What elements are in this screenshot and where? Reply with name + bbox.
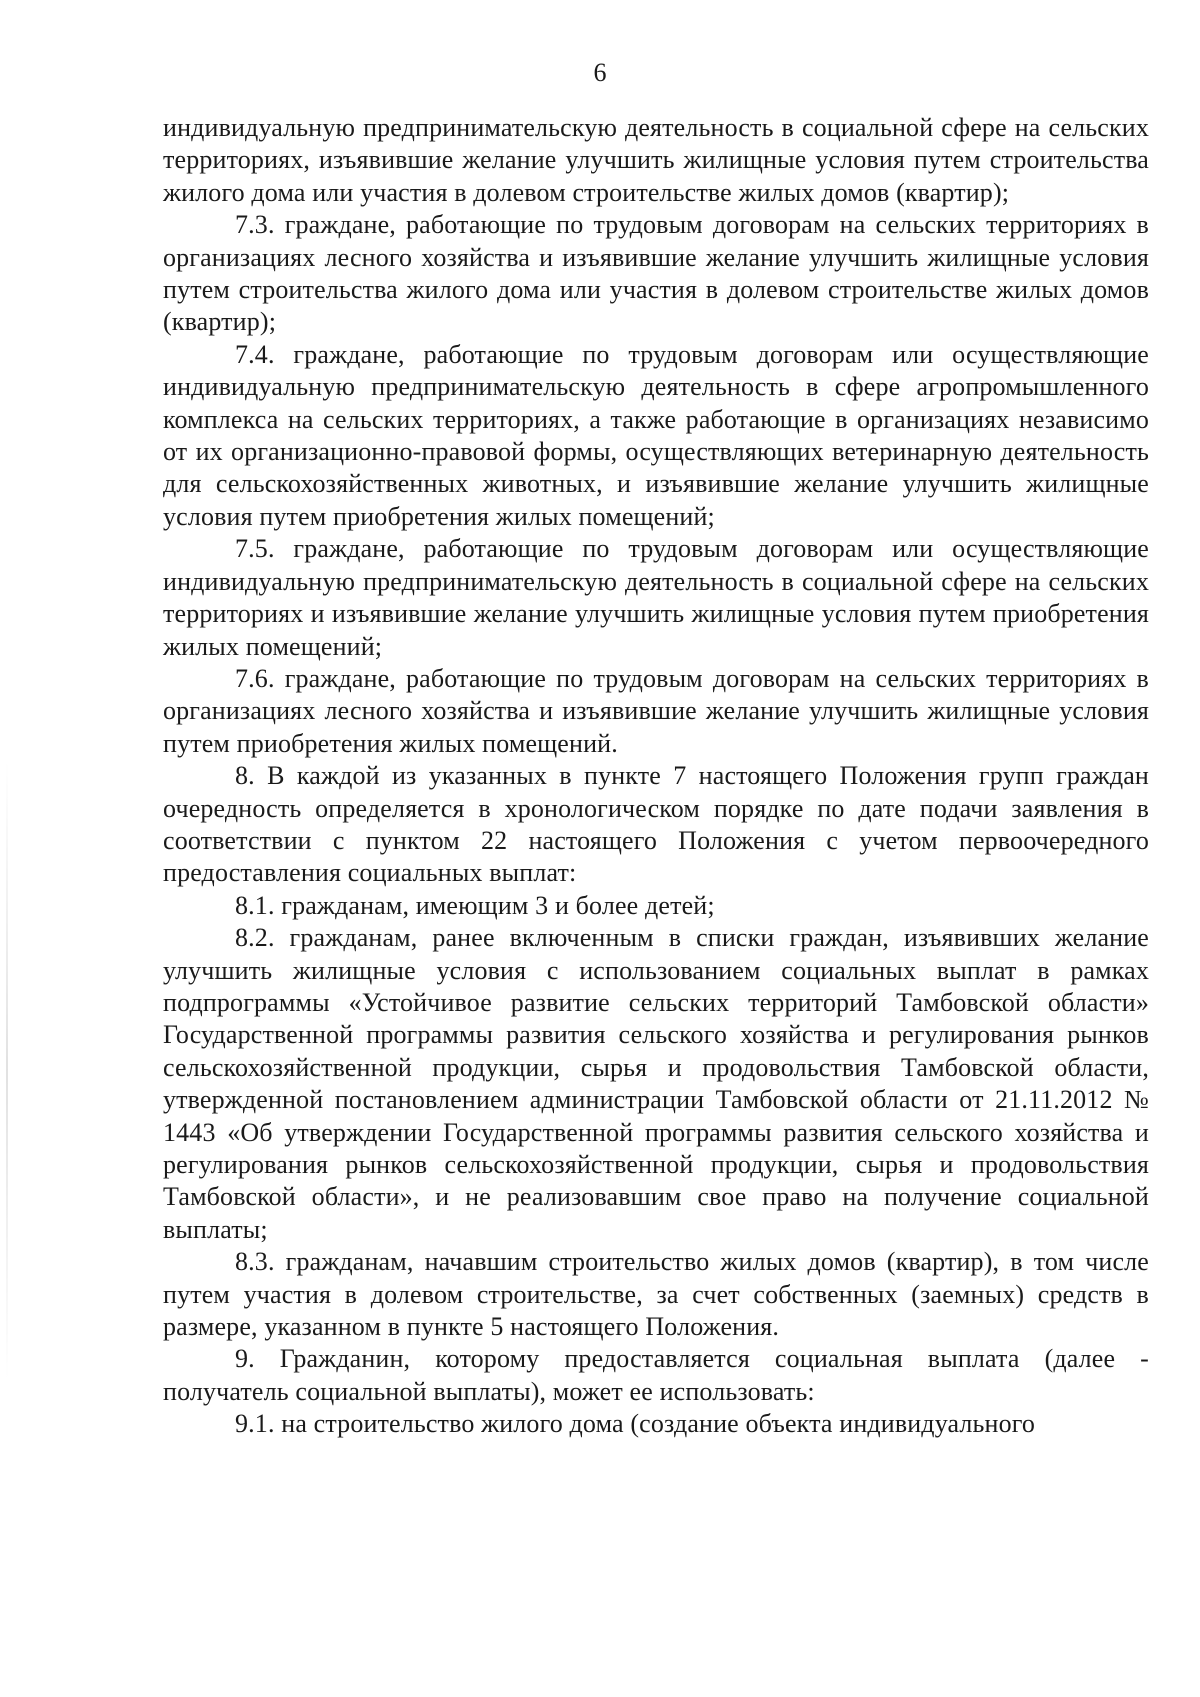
paragraph-8-1: 8.1. гражданам, имеющим 3 и более детей; [235,890,715,920]
paragraph-continuation: индивидуальную предпринимательскую деятельность в социальной сфере на сельских территориях, изъявившие желание улучшить жилищные условия путем строительства жилого дома или участия в долевом строительстве жилых домов (квартир); [163,113,1149,207]
paragraph-8-2: 8.2. гражданам, ранее включенным в списки граждан, изъявивших желание улучшить жилищные условия с использованием социальных выплат в рамках подпрограммы «Устойчивое развитие сельских территорий Тамбовской области» Государственной программы развития сельского хозяйства и регулирования рынков сельскохозяйственной продукции, сырья и продовольствия Тамбовской области, утвержденной постановлением администрации Тамбовской области от 21.11.2012 № 1443 «Об утверждении Государственной программы развития сельского хозяйства и регулирования рынков сельскохозяйственной продукции, сырья и продовольствия Тамбовской области», и не реализовавшим свое право на получение социальной выплаты; [163,923,1149,1244]
paragraph-7-6: 7.6. граждане, работающие по трудовым договорам на сельских территориях в организациях лесного хозяйства и изъявившие желание улучшить жилищные условия путем приобретения жилых помещений. [163,663,1149,758]
paragraph-9: 9. Гражданин, которому предоставляется социальная выплата (далее - получатель социальной выплаты), может ее использовать: [163,1344,1149,1406]
paragraph-7-3: 7.3. граждане, работающие по трудовым договорам на сельских территориях в организациях лесного хозяйства и изъявившие желание улучшить жилищные условия путем строительства жилого дома или участия в долевом строительстве жилых домов (квартир); [163,210,1149,337]
paragraph-8: 8. В каждой из указанных в пункте 7 настоящего Положения групп граждан очередность определяется в хронологическом порядке по дате подачи заявления в соответствии с пунктом 22 настоящего Положения с учетом первоочередного предоставления социальных выплат: [163,761,1149,888]
paragraph-7-4: 7.4. граждане, работающие по трудовым договорам или осуществляющие индивидуальную предпринимательскую деятельность в сфере агропромышленного комплекса на сельских территориях, а также работающие в организациях независимо от их организационно-правовой формы, осуществляющих ветеринарную деятельность для сельскохозяйственных животных, и изъявившие желание улучшить жилищные условия путем приобретения жилых помещений; [163,339,1149,531]
paragraph-7-5: 7.5. граждане, работающие по трудовым договорам или осуществляющие индивидуальную предпринимательскую деятельность в социальной сфере на сельских территориях и изъявившие желание улучшить жилищные условия путем приобретения жилых помещений; [163,534,1149,661]
document-body [163,112,1149,1441]
page-number: 6 [593,58,607,87]
paragraph-9-1: 9.1. на строительство жилого дома (создание объекта индивидуального [235,1409,1036,1439]
scan-edge-shadow [6,760,8,1380]
paragraph-8-3: 8.3. гражданам, начавшим строительство жилых домов (квартир), в том числе путем участия в долевом строительстве, за счет собственных (заемных) средств в размере, указанном в пункте 5 настоящего Положения. [163,1247,1149,1342]
